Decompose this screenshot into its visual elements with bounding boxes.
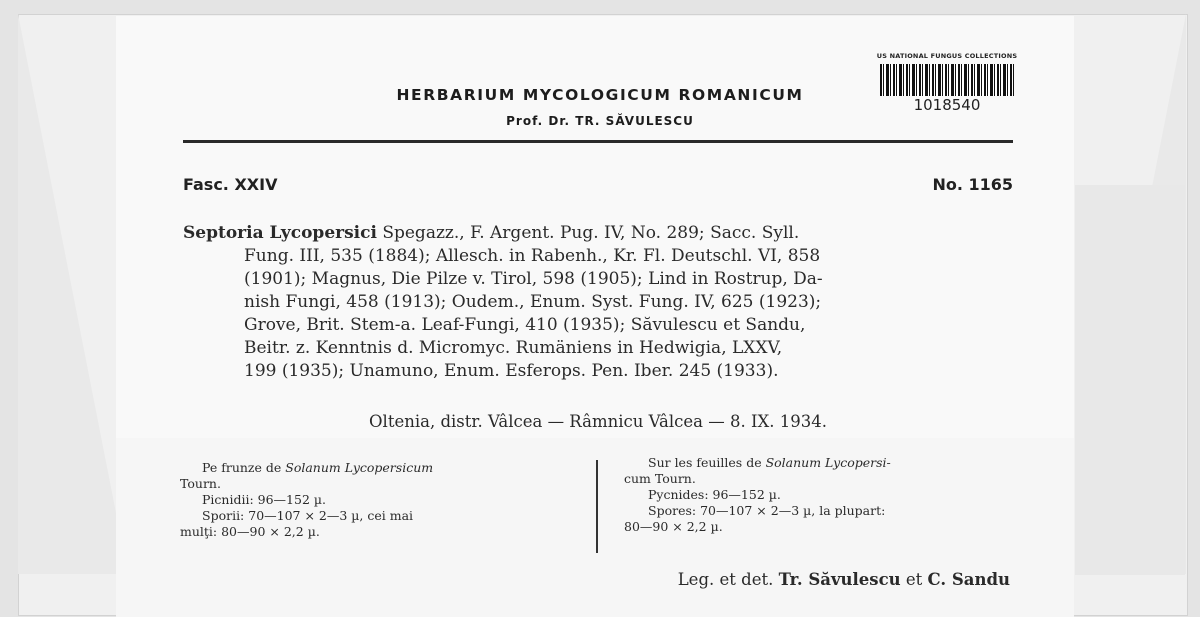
- species-citation: [183, 222, 1013, 383]
- locality: Oltenia, distr. Vâlcea — Râmnicu Vâlcea — 8. IX. 1934.: [369, 412, 827, 431]
- barcode-number: 1018540: [913, 96, 981, 114]
- description-line: Spores: 70—107 × 2—3 µ, la plupart:: [648, 503, 886, 518]
- header-rule: [183, 140, 1013, 143]
- description-line: 80—90 × 2,2 µ.: [624, 519, 723, 534]
- column-divider: [596, 460, 598, 553]
- herbarium-director: Prof. Dr. TR. SĂVULESCU: [506, 114, 694, 128]
- citation-line: Grove, Brit. Stem-a. Leaf-Fungi, 410 (1935); Săvulescu et Sandu,: [244, 315, 806, 335]
- collector-name: Tr. Săvulescu: [778, 570, 901, 589]
- host-prefix: Pe frunze de: [202, 460, 286, 475]
- collector-line: [580, 570, 1010, 589]
- envelope-fold: [1075, 185, 1185, 575]
- species-name: Septoria Lycopersici: [183, 223, 377, 243]
- collector-joiner: et: [900, 570, 928, 589]
- description-line: Picnidii: 96—152 µ.: [202, 492, 326, 507]
- description-line: cum Tourn.: [624, 471, 696, 486]
- host-name: Solanum Lycopersi-: [765, 455, 891, 470]
- citation-line: Spegazz., F. Argent. Pug. IV, No. 289; Sacc. Syll.: [382, 223, 800, 243]
- citation-line: Beitr. z. Kenntnis d. Micromyc. Rumäniens in Hedwigia, LXXV,: [244, 338, 783, 358]
- exsiccata-number: No. 1165: [932, 175, 1013, 194]
- description-line: Pycnides: 96—152 µ.: [648, 487, 781, 502]
- description-french: [624, 455, 1024, 535]
- envelope-flap-left: [18, 14, 128, 574]
- collector-name: C. Sandu: [927, 570, 1010, 589]
- citation-line: nish Fungi, 458 (1913); Oudem., Enum. Syst. Fung. IV, 625 (1923);: [244, 292, 822, 312]
- host-prefix: Sur les feuilles de: [648, 455, 766, 470]
- description-romanian: [180, 460, 580, 540]
- barcode-collection-label: US NATIONAL FUNGUS COLLECTIONS: [876, 52, 1018, 60]
- herbarium-title: HERBARIUM MYCOLOGICUM ROMANICUM: [396, 86, 804, 104]
- fascicle: Fasc. XXIV: [183, 175, 278, 194]
- description-line: Tourn.: [180, 476, 221, 491]
- collector-prefix: Leg. et det.: [677, 570, 779, 589]
- barcode: [880, 64, 1014, 96]
- description-line: Sporii: 70—107 × 2—3 µ, cei mai: [202, 508, 414, 523]
- citation-line: Fung. III, 535 (1884); Allesch. in Rabenh., Kr. Fl. Deutschl. VI, 858: [244, 246, 821, 266]
- citation-line: 199 (1935); Unamuno, Enum. Esferops. Pen. Iber. 245 (1933).: [244, 361, 779, 381]
- description-line: mulţi: 80—90 × 2,2 µ.: [180, 524, 320, 539]
- citation-line: (1901); Magnus, Die Pilze v. Tirol, 598 (1905); Lind in Rostrup, Da-: [244, 269, 823, 289]
- host-name: Solanum Lycopersicum: [285, 460, 434, 475]
